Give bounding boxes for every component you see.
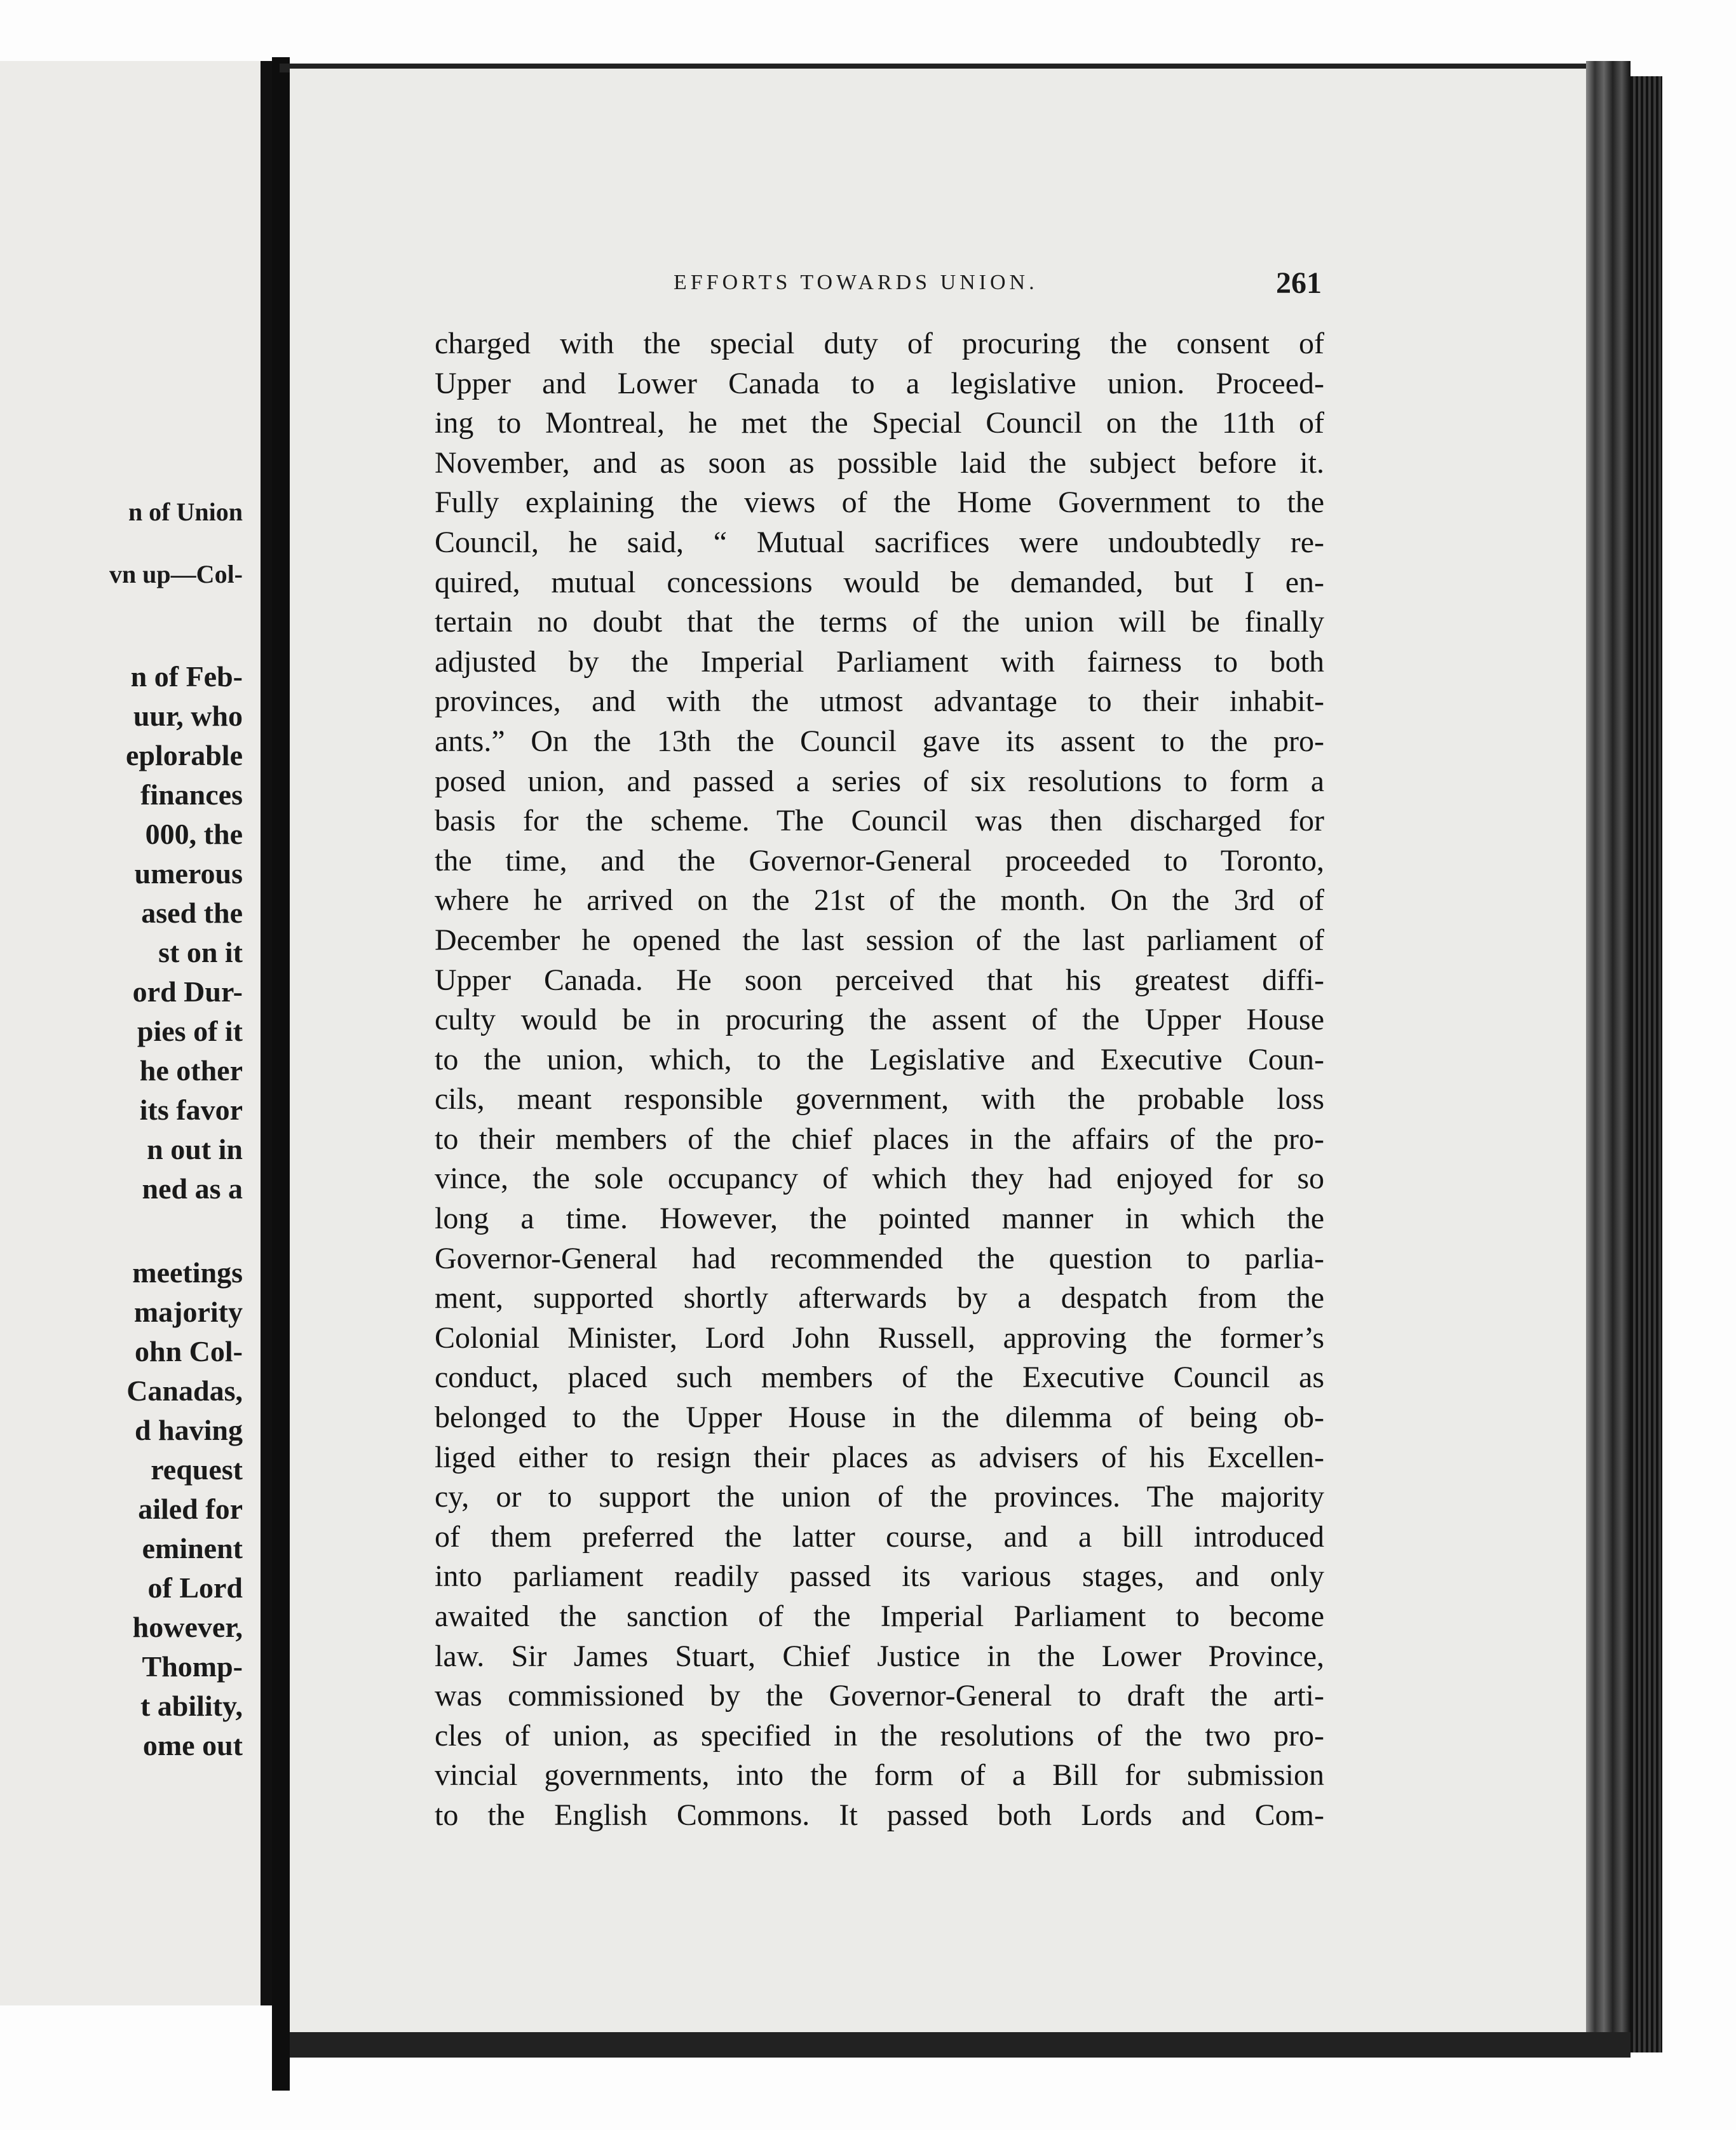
- left-facing-page: [0, 61, 272, 2005]
- book-gutter: [272, 57, 290, 2091]
- text-line: cles of union, as specified in the resolutions of the two pro-: [435, 1718, 1324, 1753]
- text-line: Colonial Minister, Lord John Russell, approving the former’s: [435, 1320, 1324, 1355]
- left-page-fragment: eplorable: [126, 739, 243, 771]
- text-line: the time, and the Governor-General proceeded to Toronto,: [435, 843, 1324, 878]
- left-page-fragment: t ability,: [140, 1690, 243, 1722]
- left-page-fragment: its favor: [139, 1094, 243, 1126]
- text-line: Upper Canada. He soon perceived that his greatest diffi-: [435, 963, 1324, 997]
- text-line: Council, he said, “ Mutual sacrifices were undoubtedly re-: [435, 525, 1324, 559]
- page-number: 261: [1276, 266, 1322, 300]
- text-line: quired, mutual concessions would be demanded, but I en-: [435, 565, 1324, 599]
- text-line: to the English Commons. It passed both Lords and Com-: [435, 1798, 1324, 1832]
- left-page-fragment: Thomp-: [142, 1650, 243, 1683]
- text-line: Governor-General had recommended the question to parlia-: [435, 1241, 1324, 1275]
- text-line: was commissioned by the Governor-General to draft the arti-: [435, 1679, 1324, 1713]
- left-page-fragment: ailed for: [138, 1493, 243, 1525]
- text-line: to their members of the chief places in the affairs of the pro-: [435, 1122, 1324, 1156]
- body-text: [435, 324, 1324, 1836]
- text-line: November, and as soon as possible laid the subject before it.: [435, 445, 1324, 480]
- left-page-fragment: however,: [132, 1611, 243, 1643]
- text-line: December he opened the last session of the last parliament of: [435, 923, 1324, 957]
- left-page-fragment: pies of it: [137, 1015, 243, 1047]
- text-line: cils, meant responsible government, with the probable loss: [435, 1082, 1324, 1116]
- book-page-edges: [1631, 76, 1662, 2052]
- left-page-fragment: d having: [134, 1414, 243, 1446]
- text-line: ment, supported shortly afterwards by a despatch from the: [435, 1281, 1324, 1315]
- left-page-fragment: vn up—Col-: [109, 560, 243, 588]
- left-page-fragment: majority: [133, 1296, 243, 1328]
- text-line: charged with the special duty of procuring the consent of: [435, 327, 1324, 360]
- text-line: provinces, and with the utmost advantage to their inhabit-: [435, 684, 1324, 719]
- left-page-fragment: ased the: [141, 897, 243, 929]
- text-line: belonged to the Upper House in the dilemma of being ob-: [435, 1401, 1324, 1435]
- left-page-fragment: 000, the: [145, 818, 243, 850]
- left-page-fragment: eminent: [142, 1532, 243, 1564]
- left-page-fragment: Canadas,: [126, 1374, 243, 1407]
- running-head: EFFORTS TOWARDS UNION.: [674, 271, 1038, 294]
- left-page-fragment: he other: [139, 1054, 243, 1087]
- text-line: vincial governments, into the form of a Bill for submission: [435, 1758, 1324, 1793]
- text-line: to the union, which, to the Legislative and Executive Coun-: [435, 1042, 1324, 1076]
- text-line: ing to Montreal, he met the Special Council on the 11th of: [435, 406, 1324, 440]
- left-page-fragment: meetings: [132, 1256, 243, 1289]
- text-line: into parliament readily passed its various stages, and only: [435, 1559, 1324, 1594]
- text-line: vince, the sole occupancy of which they had enjoyed for so: [435, 1162, 1324, 1196]
- text-line: basis for the scheme. The Council was then discharged for: [435, 804, 1324, 838]
- text-line: adjusted by the Imperial Parliament with fairness to both: [435, 644, 1324, 679]
- text-line: conduct, placed such members of the Executive Council as: [435, 1360, 1324, 1395]
- text-line: posed union, and passed a series of six resolutions to form a: [435, 764, 1324, 798]
- text-line: awaited the sanction of the Imperial Parliament to become: [435, 1599, 1324, 1633]
- left-page-fragment: of Lord: [147, 1571, 243, 1604]
- left-page-fragment: ord Dur-: [132, 975, 243, 1008]
- text-line: ants.” On the 13th the Council gave its assent to the pro-: [435, 724, 1324, 758]
- text-line: Upper and Lower Canada to a legislative union. Proceed-: [435, 366, 1324, 400]
- text-line: Fully explaining the views of the Home Government to the: [435, 485, 1324, 520]
- text-line: tertain no doubt that the terms of the union will be finally: [435, 605, 1324, 639]
- page-header: [674, 266, 1322, 304]
- page-right-edge: [1586, 61, 1631, 2044]
- left-page-fragment: st on it: [158, 936, 243, 968]
- left-page-fragment: finances: [140, 778, 243, 811]
- left-page-fragment: ned as a: [142, 1172, 243, 1205]
- text-line: law. Sir James Stuart, Chief Justice in the Lower Province,: [435, 1639, 1324, 1673]
- left-page-fragment: n out in: [147, 1133, 243, 1165]
- page-bottom-edge: [290, 2032, 1631, 2058]
- left-page-fragment: n of Union: [128, 498, 243, 526]
- text-line: where he arrived on the 21st of the month. On the 3rd of: [435, 883, 1324, 918]
- text-line: culty would be in procuring the assent of the Upper House: [435, 1003, 1324, 1037]
- left-page-fragment: umerous: [134, 857, 243, 890]
- left-page-fragment: uur, who: [133, 700, 243, 732]
- text-line: long a time. However, the pointed manner in which the: [435, 1202, 1324, 1236]
- left-page-fragment: request: [151, 1453, 243, 1486]
- text-line: of them preferred the latter course, and a bill introduced: [435, 1519, 1324, 1554]
- left-page-fragment: ome out: [142, 1729, 243, 1761]
- text-line: cy, or to support the union of the provinces. The majority: [435, 1480, 1324, 1514]
- left-page-fragment: ohn Col-: [135, 1335, 243, 1367]
- left-page-fragment: n of Feb-: [130, 660, 243, 693]
- text-line: liged either to resign their places as advisers of his Excellen-: [435, 1440, 1324, 1474]
